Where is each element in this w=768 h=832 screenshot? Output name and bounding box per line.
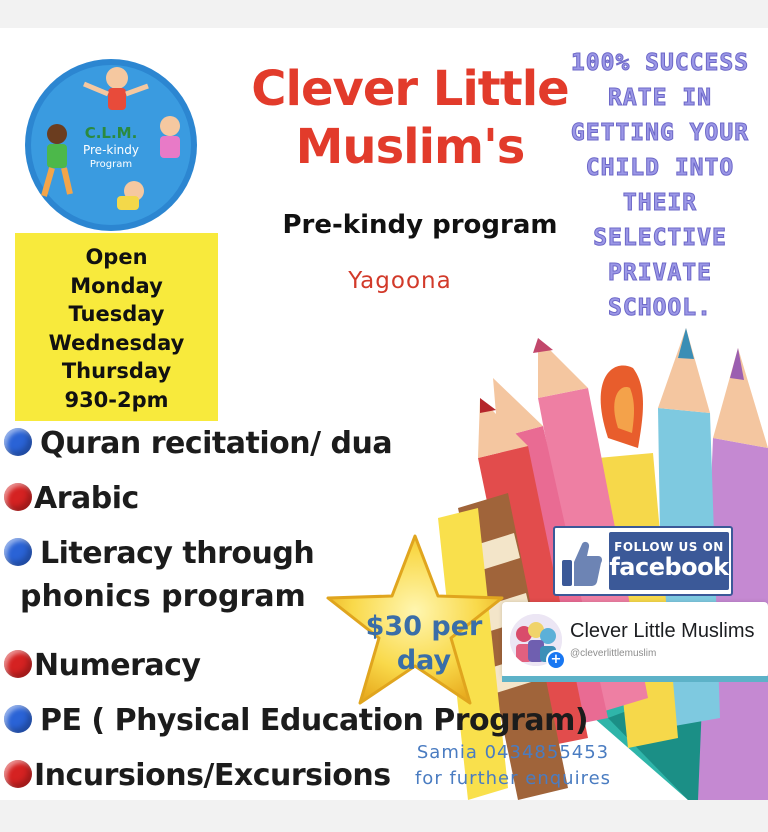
title-line-1: Clever Little (251, 61, 569, 117)
follow-us-label: FOLLOW US ON (614, 540, 724, 554)
facebook-follow-badge[interactable] (553, 526, 733, 596)
price-line-1: $30 per (365, 611, 483, 642)
blue-bullet-icon (4, 705, 32, 733)
logo-text-2: Pre-kindy (82, 143, 140, 157)
success-line: THEIR (622, 190, 698, 216)
thumbs-up-icon (560, 534, 604, 590)
success-line: CHILD INTO (585, 155, 735, 181)
opening-hours (15, 233, 218, 421)
list-item-label: Incursions/Excursions (34, 758, 391, 793)
list-item-arabic (4, 481, 139, 516)
title-line-2: Muslim's (295, 119, 525, 175)
blue-bullet-icon (4, 428, 32, 456)
list-item-label: Quran recitation/ dua (40, 426, 393, 461)
hours-line: Thursday (61, 359, 172, 383)
facebook-card-bar (502, 676, 768, 682)
facebook-brand: facebook (609, 553, 729, 581)
success-line: SCHOOL. (608, 295, 712, 321)
title (220, 60, 600, 176)
hours-line: 930-2pm (64, 387, 169, 412)
list-item-literacy-continued: phonics program (20, 579, 306, 614)
list-item-quran (4, 426, 392, 461)
list-item-label: Arabic (34, 481, 139, 516)
contact-info (398, 740, 628, 792)
facebook-page-name[interactable]: Clever Little Muslims (570, 620, 755, 642)
subtitle: Pre-kindy program (282, 210, 558, 240)
price (354, 610, 494, 678)
hours-line: Open (85, 245, 148, 269)
hours-line: Tuesday (68, 302, 165, 326)
success-line: SELECTIVE (593, 225, 727, 251)
red-bullet-icon (4, 650, 32, 678)
contact-phone: Samia 0434855453 (416, 742, 610, 763)
clm-logo (22, 56, 200, 234)
price-line-2: day (396, 645, 452, 676)
location: Yagoona (348, 268, 452, 294)
logo-text-1: C.L.M. (84, 124, 138, 142)
list-item-incursions (4, 758, 391, 793)
facebook-page-card[interactable] (502, 602, 768, 678)
facebook-handle: @cleverlittlemuslim (570, 648, 657, 659)
success-line: PRIVATE (608, 260, 712, 286)
contact-enquiries: for further enquires (414, 768, 612, 789)
list-item-label: Numeracy (34, 648, 201, 683)
red-bullet-icon (4, 483, 32, 511)
list-item-numeracy (4, 648, 200, 683)
success-line: RATE IN (608, 85, 712, 111)
success-claim (560, 46, 760, 326)
hours-line: Monday (70, 273, 163, 298)
logo-text-3: Program (89, 159, 133, 170)
hours-line: Wednesday (48, 330, 185, 355)
flyer (0, 28, 768, 800)
red-bullet-icon (4, 760, 32, 788)
list-item-literacy (4, 536, 314, 571)
facebook-follow-text (609, 532, 729, 590)
list-item-label: PE ( Physical Education Program) (40, 703, 589, 738)
blue-bullet-icon (4, 538, 32, 566)
add-icon[interactable]: + (546, 650, 566, 670)
list-item-label: Literacy through (40, 536, 315, 571)
success-line: 100% SUCCESS (570, 50, 750, 76)
success-line: GETTING YOUR (570, 120, 750, 146)
